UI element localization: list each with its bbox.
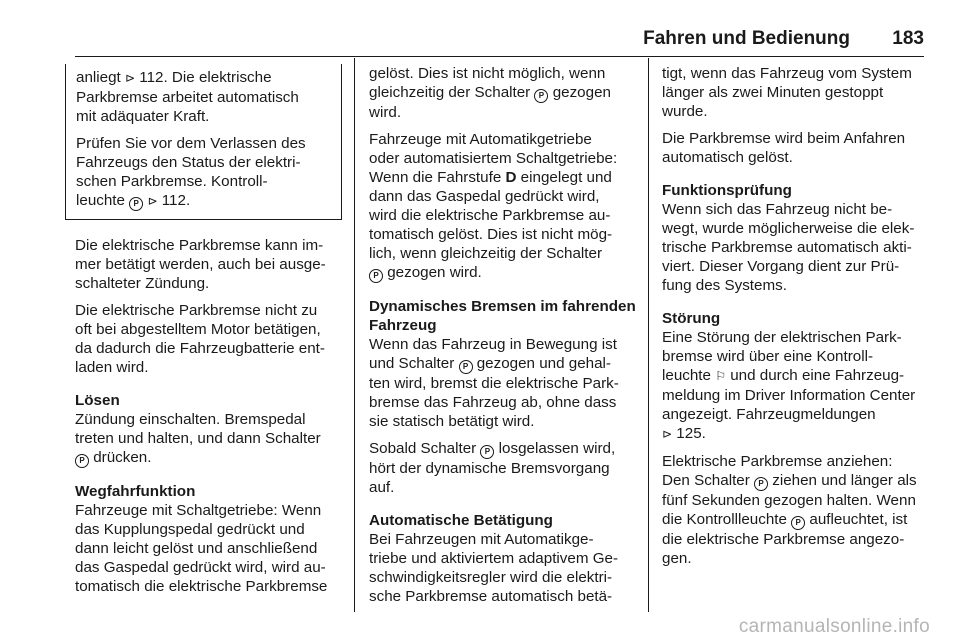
section-dynamisches-bremsen: Dynamisches Bremsen im fahrenden Fahrzeug Wenn das Fahrzeug in Bewegung ist und Schalter P gezogen und gehal- ten wird, bremst die elektrische Park- bremse das Fahrzeug ab, ohne dass sie statisch betätigt wird. bbox=[369, 298, 636, 430]
note-paragraph: anliegt ⊳ 112. Die elektrische Parkbremse arbeitet automatisch mit adäquater Kraft. bbox=[76, 69, 299, 125]
section-wegfahrfunktion: Wegfahrfunktion Fahrzeuge mit Schaltgetriebe: Wenn das Kupplungspedal gedrückt und dann leicht gelöst und anschließend das Gaspedal gedrückt wird, wird au- tomatisch die elektrische Parkbremse bbox=[75, 483, 328, 595]
section-funktionspruefung: Funktionsprüfung Wenn sich das Fahrzeug nicht be- wegt, wurde möglicherweise die elek- trische Parkbremse automatisch akti- viert. Dieser Vorgang dient zur Prü- fung des Systems. bbox=[662, 182, 915, 294]
column-3 bbox=[662, 64, 928, 576]
column-1 bbox=[75, 64, 341, 604]
header-title: Fahren und Bedienung bbox=[643, 28, 850, 49]
column-separator bbox=[648, 58, 649, 612]
paragraph: Sobald Schalter P losgelassen wird, hört der dynamische Bremsvorgang auf. bbox=[369, 440, 616, 496]
watermark: carmanualsonline.info bbox=[738, 616, 930, 637]
section-loesen: Lösen Zündung einschalten. Bremspedal treten und halten, und dann Schalter P drücken. bbox=[75, 392, 321, 466]
note-box bbox=[65, 64, 342, 220]
parking-brake-icon: P bbox=[129, 197, 143, 211]
column-2 bbox=[369, 64, 634, 614]
column-separator bbox=[354, 58, 355, 612]
section-stoerung: Störung Eine Störung der elektrischen Park- bremse wird über eine Kontroll- leuchte ⚐ und durch eine Fahrzeug- meldung im Driver Information Center angezeigt. Fahrzeugmeldungen ⊳ 125. bbox=[662, 310, 916, 442]
page-number: 183 bbox=[892, 28, 924, 49]
section-heading: Automatische Betätigung bbox=[369, 512, 553, 529]
parking-brake-icon: P bbox=[369, 269, 383, 283]
parking-brake-icon: P bbox=[791, 516, 805, 530]
reference-arrow-icon: ⊳ bbox=[147, 194, 158, 208]
note-paragraph: Prüfen Sie vor dem Verlassen des Fahrzeugs den Status der elektri- schen Parkbremse. Kontroll- leuchte P ⊳ 112. bbox=[76, 135, 306, 209]
section-heading: Fahrzeug bbox=[369, 317, 437, 334]
paragraph: Fahrzeuge mit Automatikgetriebe oder automatisiertem Schaltgetriebe: Wenn die Fahrstufe D eingelegt und dann das Gaspedal gedrückt wird, wird die elektrische Parkbremse au- tomatisch gelöst. Dies ist nicht mög- lich, wenn gleichzeitig der Schalter P gezogen wird. bbox=[369, 131, 618, 281]
paragraph: gelöst. Dies ist nicht möglich, wenn gleichzeitig der Schalter P gezogen wird. bbox=[369, 65, 611, 121]
header-rule bbox=[75, 56, 924, 57]
section-heading: Funktionsprüfung bbox=[662, 182, 792, 199]
parking-brake-icon: P bbox=[75, 454, 89, 468]
paragraph: tigt, wenn das Fahrzeug vom System länger als zwei Minuten gestoppt wurde. bbox=[662, 65, 912, 120]
section-heading: Wegfahrfunktion bbox=[75, 483, 196, 500]
page-header bbox=[0, 28, 960, 54]
reference-arrow-icon: ⊳ bbox=[124, 71, 136, 85]
section-heading: Lösen bbox=[75, 392, 120, 409]
paragraph: Die Parkbremse wird beim Anfahren automatisch gelöst. bbox=[662, 130, 906, 166]
paragraph: Elektrische Parkbremse anziehen: Den Schalter P ziehen und länger als fünf Sekunden gezogen halten. Wenn die Kontrollleuchte P aufleuchtet, ist die elektrische Parkbremse angezo- gen. bbox=[662, 453, 917, 567]
paragraph: Die elektrische Parkbremse kann im- mer betätigt werden, auch bei ausge- schalteter Zündung. bbox=[75, 237, 326, 292]
section-automatische-betaetigung: Automatische Betätigung Bei Fahrzeugen mit Automatikge- triebe und aktiviertem adaptivem Ge- schwindigkeitsregler wird die elektri- sche Parkbremse automatisch betä- bbox=[369, 512, 619, 605]
parking-brake-icon: P bbox=[459, 360, 473, 374]
gear-position: D bbox=[505, 169, 517, 186]
parking-brake-icon: P bbox=[534, 89, 548, 103]
parking-brake-icon: P bbox=[754, 477, 768, 491]
paragraph: Die elektrische Parkbremse nicht zu oft bei abgestelltem Motor betätigen, da dadurch die Fahrzeugbatterie ent- laden wird. bbox=[75, 302, 325, 376]
reference-arrow-icon: ⊳ bbox=[662, 427, 673, 441]
service-light-icon: ⚐ bbox=[715, 369, 726, 383]
section-heading: Dynamisches Bremsen im fahrenden bbox=[369, 298, 636, 315]
section-heading: Störung bbox=[662, 310, 721, 327]
parking-brake-icon: P bbox=[480, 445, 494, 459]
